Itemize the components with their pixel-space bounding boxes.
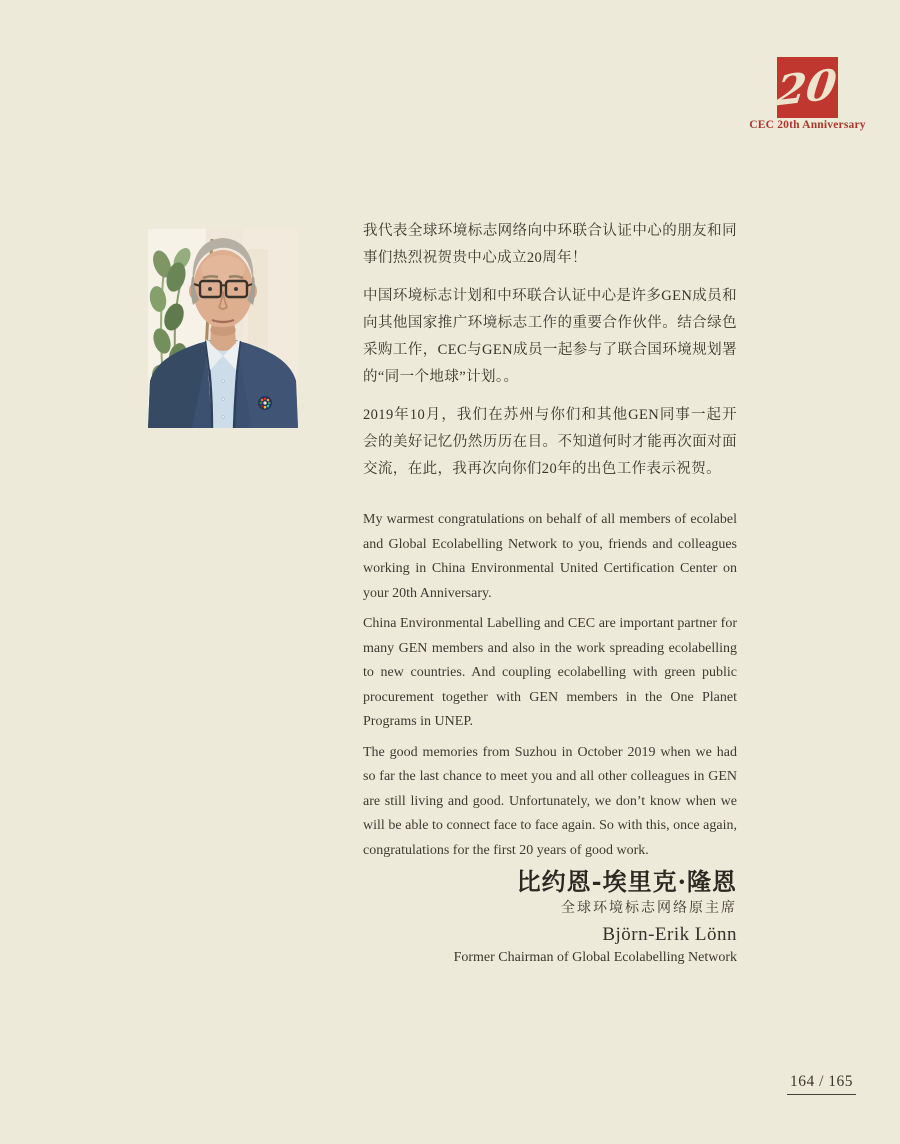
signature-title-chinese: 全球环境标志网络原主席 (561, 901, 737, 916)
cec-20th-anniversary-logo (773, 57, 840, 118)
english-paragraph-3: The good memories from Suzhou in October 2019 when we had so far the last chance to meet you and all other colleagues in GEN are still living and good. Unfortunately, we don’t know when we will be able to connect face to face again. So with this, once again, congratulations for the first 20 years of good work. (363, 744, 737, 858)
congratulation-letter (363, 218, 737, 966)
chinese-text-block (363, 218, 737, 483)
chinese-paragraph-3: 2019年10月，我们在苏州与你们和其他GEN同事一起开会的美好记忆仍然历历在目。不知道何时才能再次面对面交流，在此，我再次向你们20年的出色工作表示祝贺。 (363, 407, 737, 477)
portrait-illustration (148, 229, 298, 428)
logo-20-numeral: 20 (773, 59, 840, 116)
signature-name-english: Björn-Erik Lönn (602, 924, 737, 945)
sdg-pin-icon (258, 396, 272, 410)
page-number: 164 / 165 (787, 1073, 856, 1095)
logo-caption: CEC 20th Anniversary (749, 119, 866, 131)
english-paragraph-1: My warmest congratulations on behalf of all members of ecolabel and Global Ecolabelling Network to you, friends and colleagues working in China Environmental United Certification Center on your 20th Anniversary. (363, 512, 737, 601)
english-text-block (363, 508, 737, 863)
signature-name-chinese: 比约恩-埃里克·隆恩 (516, 867, 737, 896)
signature-block (363, 867, 737, 966)
signature-title-english: Former Chairman of Global Ecolabelling Network (453, 950, 737, 965)
chinese-paragraph-1: 我代表全球环境标志网络向中环联合认证中心的朋友和同事们热烈祝贺贵中心成立20周年！ (363, 223, 737, 266)
portrait-photo (148, 229, 298, 428)
english-paragraph-2: China Environmental Labelling and CEC are important partner for many GEN members and also in the work spreading ecolabelling to new countries. And coupling ecolabelling with green public procurement together with GEN members in the One Planet Programs in UNEP. (363, 616, 737, 729)
chinese-paragraph-2: 中国环境标志计划和中环联合认证中心是许多GEN成员和向其他国家推广环境标志工作的重要合作伙伴。结合绿色采购工作，CEC与GEN成员一起参与了联合国环境规划署的“同一个地球”计划。。 (363, 288, 737, 385)
